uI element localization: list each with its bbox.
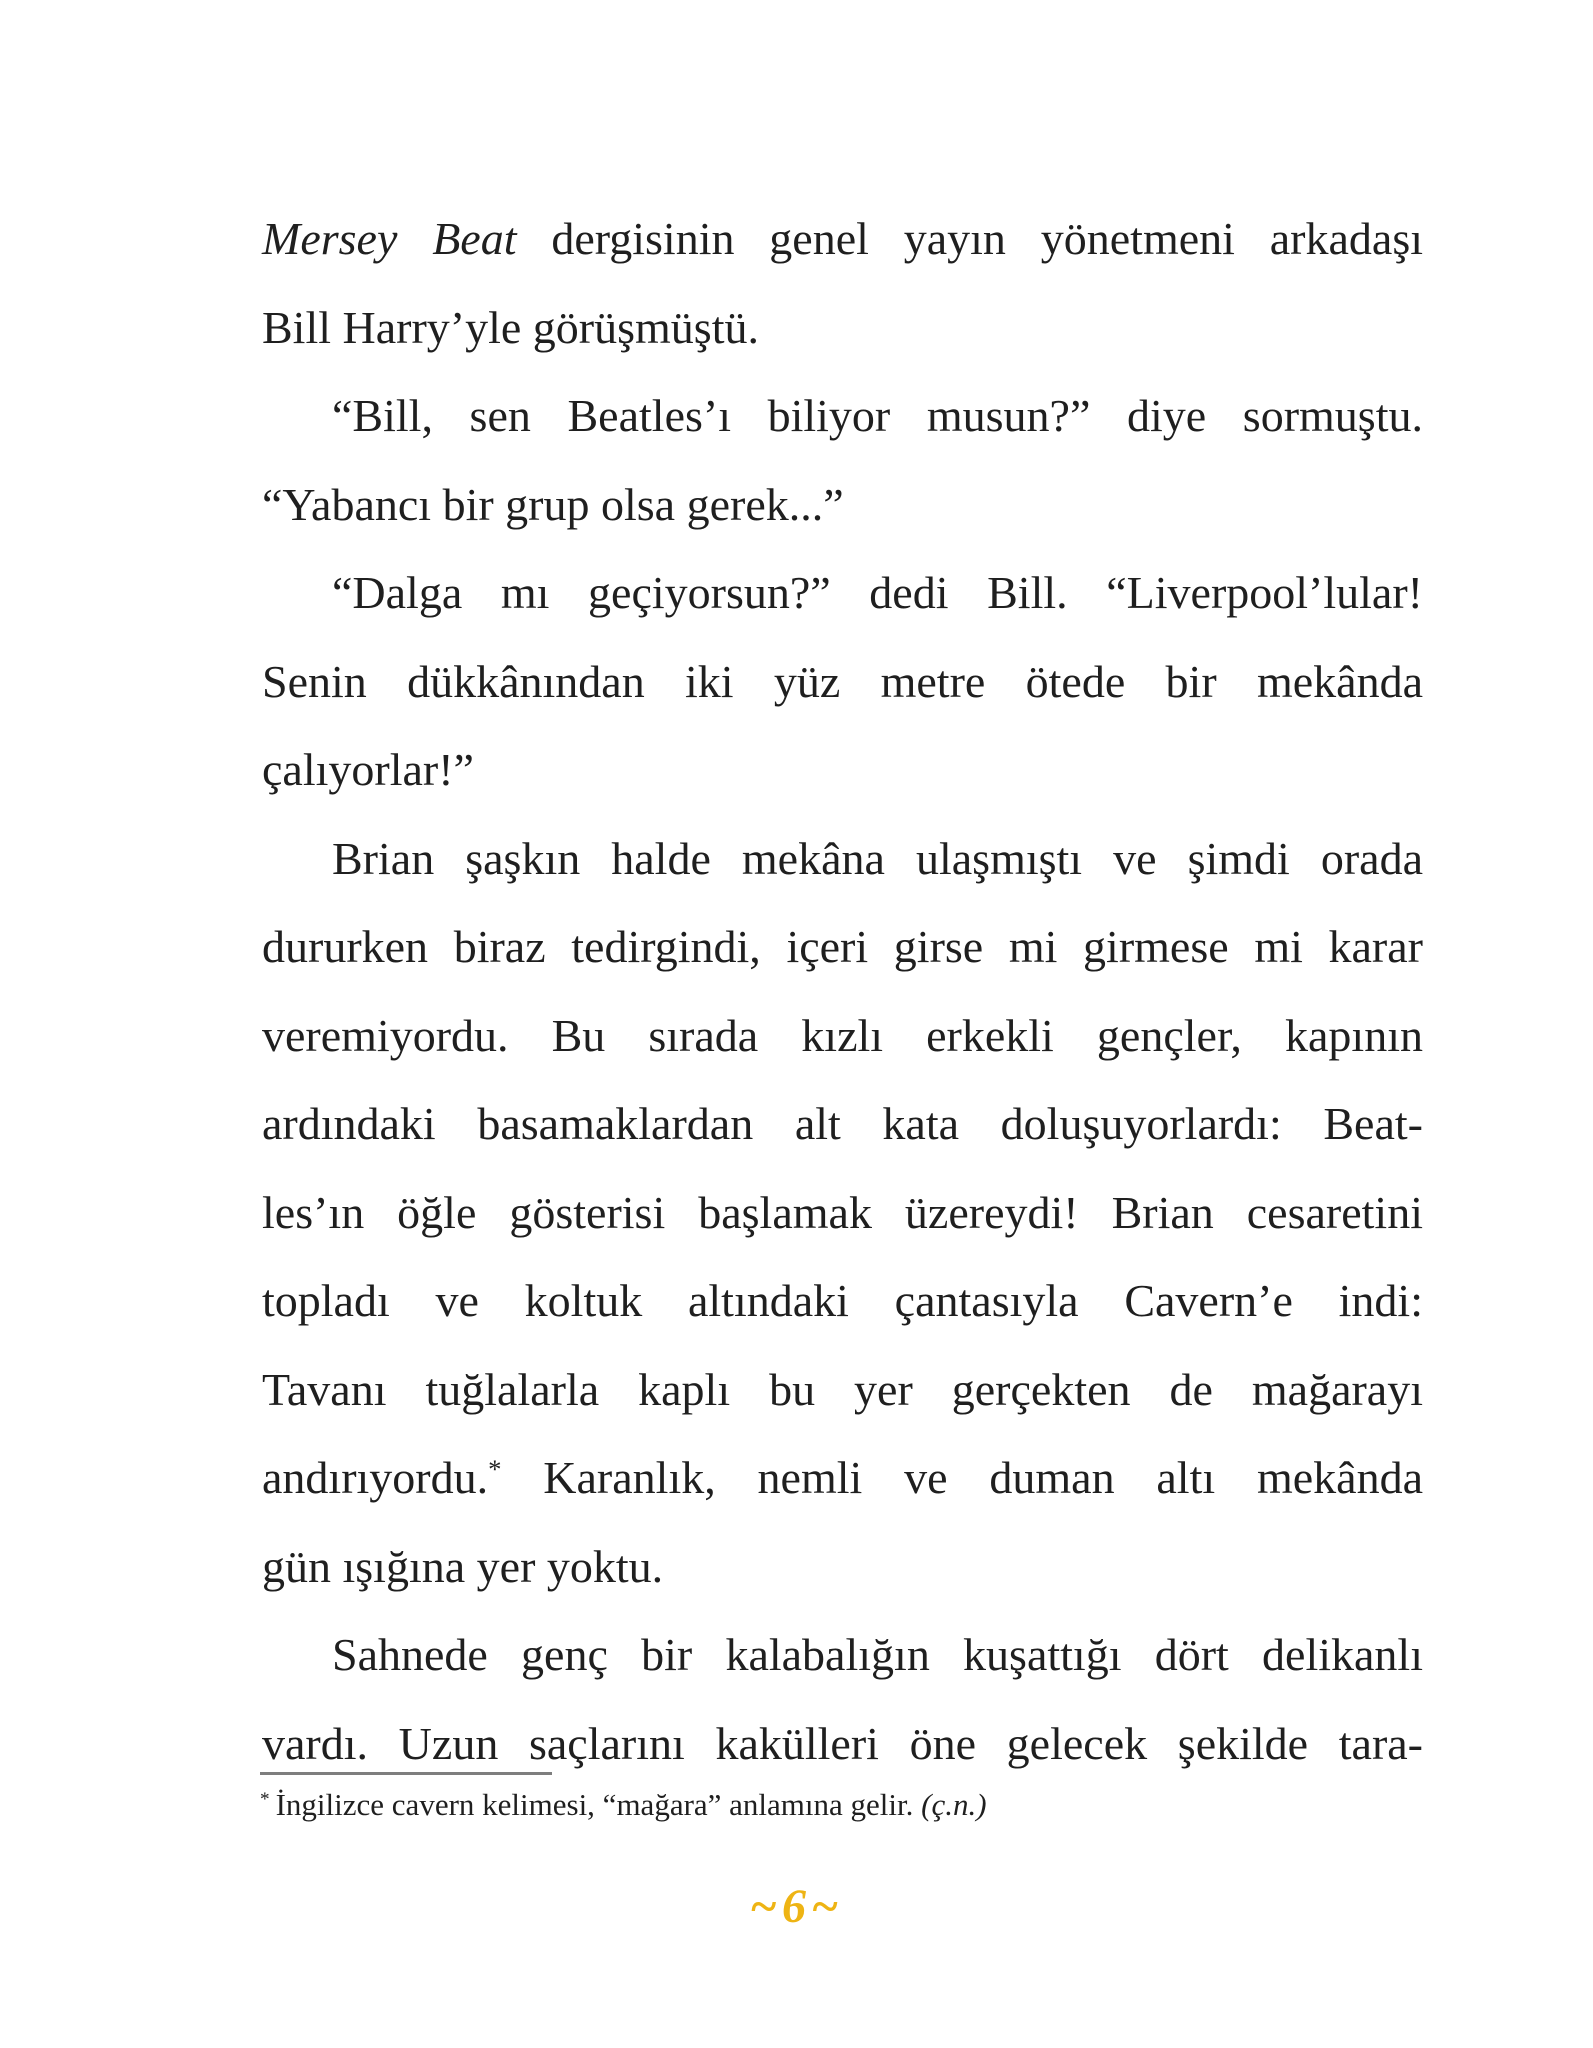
footnote [260, 1784, 1400, 1826]
body-line [262, 1523, 1423, 1612]
text-segment: veremiyordu. Bu sırada kızlı erkekli gençler, kapının [262, 1009, 1423, 1061]
text-segment: “Dalga mı geçiyorsun?” dedi Bill. “Liverpool’lular! [332, 567, 1423, 618]
text-segment: Tavanı tuğlalarla kaplı bu yer gerçekten de mağarayı [262, 1363, 1423, 1415]
body-line [262, 903, 1423, 992]
body-line [262, 1169, 1423, 1258]
footnote-reference-marker: * [488, 1454, 502, 1485]
text-segment: “Yabancı bir grup olsa gerek...” [262, 478, 844, 530]
text-segment: gün ışığına yer yoktu. [262, 1540, 664, 1592]
text-segment: ardındaki basamaklardan alt kata doluşuyorlardı: Beat- [262, 1098, 1423, 1149]
text-segment: “Bill, sen Beatles’ı biliyor musun?” diye sormuştu. [332, 390, 1423, 441]
page-number: ~6~ [749, 1880, 844, 1933]
footnote-text: İngilizce cavern kelimesi, “mağara” anlamına gelir. [275, 1787, 922, 1822]
translator-note: (ç.n.) [921, 1787, 987, 1822]
body-line [262, 726, 1423, 815]
text-segment: andırıyordu. [262, 1452, 489, 1503]
body-line [262, 461, 1423, 550]
body-line [262, 638, 1423, 727]
text-segment: Mersey Beat [262, 213, 517, 264]
text-segment: Senin dükkânından iki yüz metre ötede bir mekânda [262, 655, 1423, 707]
body-line [262, 992, 1423, 1081]
footnote-marker: * [260, 1789, 270, 1811]
text-segment: les’ın öğle gösterisi başlamak üzereydi! Brian cesaretini [262, 1186, 1423, 1238]
text-segment: Sahnede genç bir kalabalığın kuşattığı dört delikanlı [332, 1629, 1423, 1680]
body-line [262, 1611, 1423, 1700]
body-line [262, 372, 1423, 461]
text-segment: Bill Harry’yle görüşmüştü. [262, 301, 759, 353]
text-segment: Brian şaşkın halde mekâna ulaşmıştı ve şimdi orada [332, 832, 1423, 884]
body-line [262, 195, 1423, 284]
body-line [262, 284, 1423, 373]
text-segment: topladı ve koltuk altındaki çantasıyla Cavern’e indi: [262, 1275, 1423, 1326]
text-segment: çalıyorlar!” [262, 744, 474, 795]
body-line [262, 1080, 1423, 1169]
body-line [262, 1257, 1423, 1346]
body-line [262, 1346, 1423, 1435]
text-segment: dururken biraz tedirgindi, içeri girse mi girmese mi karar [262, 921, 1423, 972]
text-segment: vardı. Uzun saçlarını kakülleri öne gelecek şekilde tara- [262, 1717, 1423, 1769]
body-text [262, 195, 1423, 1788]
body-line [262, 549, 1423, 638]
text-segment: dergisinin genel yayın yönetmeni arkadaşı [516, 213, 1423, 264]
text-segment: Karanlık, nemli ve duman altı mekânda [501, 1452, 1423, 1503]
body-line [262, 815, 1423, 904]
footnote-separator [260, 1772, 552, 1775]
body-line [262, 1434, 1423, 1523]
